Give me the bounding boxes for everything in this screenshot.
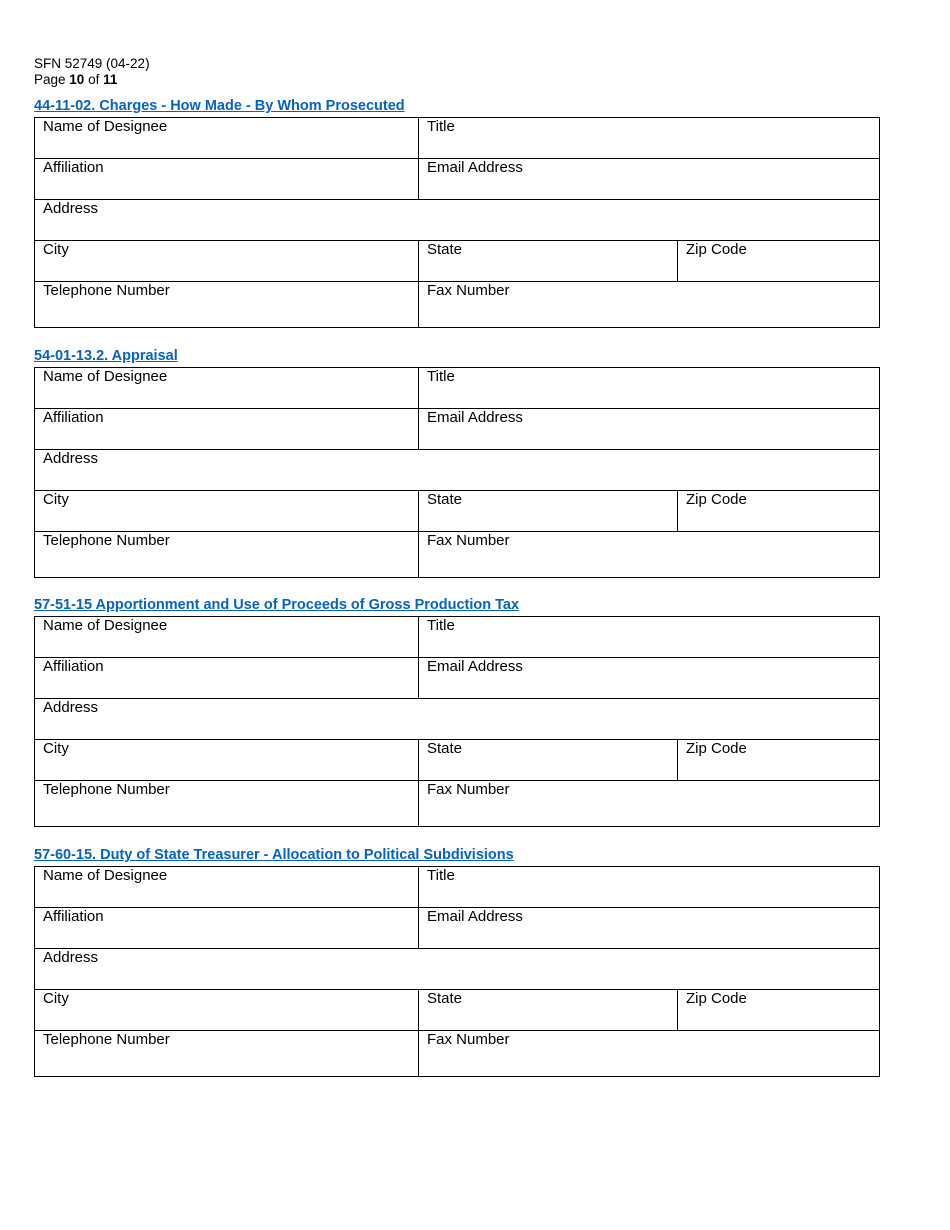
address-cell — [35, 949, 880, 990]
title-field[interactable] — [419, 136, 879, 156]
telephone-number-label: Telephone Number — [43, 532, 170, 549]
title-field[interactable] — [419, 885, 879, 905]
fax-number-field[interactable] — [419, 300, 879, 320]
fax-number-cell — [419, 532, 880, 578]
form-header — [34, 56, 150, 88]
title-cell — [419, 118, 880, 159]
name-of-designee-field[interactable] — [35, 885, 418, 905]
fax-number-field[interactable] — [419, 550, 879, 570]
zip-code-field[interactable] — [678, 1008, 879, 1028]
affiliation-cell — [35, 658, 419, 699]
telephone-number-field[interactable] — [35, 550, 418, 570]
title-label: Title — [427, 368, 455, 385]
designee-table — [34, 866, 880, 1077]
state-field[interactable] — [419, 509, 677, 529]
title-field[interactable] — [419, 386, 879, 406]
affiliation-label: Affiliation — [43, 908, 104, 925]
zip-code-label: Zip Code — [686, 241, 747, 258]
state-field[interactable] — [419, 259, 677, 279]
telephone-number-cell — [35, 1031, 419, 1077]
designee-section-gross-production-tax — [34, 596, 879, 827]
fax-number-label: Fax Number — [427, 1031, 510, 1048]
state-field[interactable] — [419, 758, 677, 778]
telephone-number-label: Telephone Number — [43, 1031, 170, 1048]
fax-number-cell — [419, 282, 880, 328]
name-of-designee-cell — [35, 368, 419, 409]
section-heading-link[interactable]: 44-11-02. Charges - How Made - By Whom Prosecuted — [34, 98, 405, 114]
section-heading-link[interactable]: 57-51-15 Apportionment and Use of Proceeds of Gross Production Tax — [34, 597, 520, 613]
address-field[interactable] — [35, 717, 879, 737]
name-of-designee-field[interactable] — [35, 635, 418, 655]
telephone-number-cell — [35, 282, 419, 328]
telephone-number-field[interactable] — [35, 300, 418, 320]
address-cell — [35, 200, 880, 241]
state-cell — [419, 241, 678, 282]
email-address-label: Email Address — [427, 908, 523, 925]
state-label: State — [427, 740, 463, 757]
state-label: State — [427, 241, 463, 258]
affiliation-field[interactable] — [35, 177, 418, 197]
name-of-designee-cell — [35, 617, 419, 658]
address-cell — [35, 699, 880, 740]
fax-number-label: Fax Number — [427, 781, 510, 798]
fax-number-label: Fax Number — [427, 532, 510, 549]
form-id: SFN 52749 (04-22) — [34, 56, 150, 71]
fax-number-label: Fax Number — [427, 282, 510, 299]
zip-code-label: Zip Code — [686, 990, 747, 1007]
zip-code-cell — [678, 990, 880, 1031]
email-address-label: Email Address — [427, 159, 523, 176]
address-label: Address — [43, 699, 99, 716]
affiliation-field[interactable] — [35, 427, 418, 447]
city-cell — [35, 241, 419, 282]
email-address-label: Email Address — [427, 409, 523, 426]
title-field[interactable] — [419, 635, 879, 655]
state-cell — [419, 990, 678, 1031]
fax-number-cell — [419, 1031, 880, 1077]
name-of-designee-cell — [35, 867, 419, 908]
zip-code-field[interactable] — [678, 509, 879, 529]
state-cell — [419, 740, 678, 781]
affiliation-cell — [35, 409, 419, 450]
name-of-designee-field[interactable] — [35, 386, 418, 406]
designee-table — [34, 367, 880, 578]
zip-code-label: Zip Code — [686, 740, 747, 757]
email-address-field[interactable] — [419, 427, 879, 447]
designee-table — [34, 616, 880, 827]
city-label: City — [43, 740, 69, 757]
email-address-cell — [419, 159, 880, 200]
address-label: Address — [43, 949, 99, 966]
telephone-number-field[interactable] — [35, 799, 418, 819]
city-field[interactable] — [35, 758, 418, 778]
designee-section-state-treasurer — [34, 846, 879, 1077]
state-label: State — [427, 990, 463, 1007]
zip-code-label: Zip Code — [686, 491, 747, 508]
affiliation-cell — [35, 159, 419, 200]
title-label: Title — [427, 617, 455, 634]
designee-section-appraisal — [34, 347, 879, 578]
designee-section-charges — [34, 97, 879, 328]
city-cell — [35, 740, 419, 781]
page-prefix: Page — [34, 72, 70, 87]
telephone-number-cell — [35, 532, 419, 578]
city-field[interactable] — [35, 259, 418, 279]
zip-code-cell — [678, 491, 880, 532]
zip-code-field[interactable] — [678, 758, 879, 778]
name-of-designee-cell — [35, 118, 419, 159]
city-cell — [35, 491, 419, 532]
name-of-designee-label: Name of Designee — [43, 118, 168, 135]
affiliation-label: Affiliation — [43, 159, 104, 176]
page-number — [34, 72, 150, 88]
page-current: 10 — [69, 72, 85, 87]
email-address-field[interactable] — [419, 177, 879, 197]
title-cell — [419, 368, 880, 409]
name-of-designee-label: Name of Designee — [43, 617, 168, 634]
city-label: City — [43, 491, 69, 508]
title-label: Title — [427, 118, 455, 135]
zip-code-field[interactable] — [678, 259, 879, 279]
title-label: Title — [427, 867, 455, 884]
section-heading-link[interactable]: 54-01-13.2. Appraisal — [34, 348, 178, 364]
city-field[interactable] — [35, 509, 418, 529]
email-address-field[interactable] — [419, 676, 879, 696]
telephone-number-cell — [35, 781, 419, 827]
address-label: Address — [43, 200, 99, 217]
zip-code-cell — [678, 740, 880, 781]
fax-number-field[interactable] — [419, 799, 879, 819]
state-cell — [419, 491, 678, 532]
affiliation-field[interactable] — [35, 676, 418, 696]
telephone-number-label: Telephone Number — [43, 781, 170, 798]
city-cell — [35, 990, 419, 1031]
address-field[interactable] — [35, 218, 879, 238]
title-cell — [419, 617, 880, 658]
city-label: City — [43, 990, 69, 1007]
designee-table — [34, 117, 880, 328]
email-address-field[interactable] — [419, 926, 879, 946]
page-total: 11 — [103, 72, 118, 87]
title-cell — [419, 867, 880, 908]
fax-number-cell — [419, 781, 880, 827]
name-of-designee-field[interactable] — [35, 136, 418, 156]
telephone-number-field[interactable] — [35, 1049, 418, 1069]
email-address-cell — [419, 908, 880, 949]
city-label: City — [43, 241, 69, 258]
email-address-cell — [419, 409, 880, 450]
affiliation-label: Affiliation — [43, 658, 104, 675]
address-cell — [35, 450, 880, 491]
state-label: State — [427, 491, 463, 508]
address-field[interactable] — [35, 967, 879, 987]
section-heading-link[interactable]: 57-60-15. Duty of State Treasurer - Allocation to Political Subdivisions — [34, 847, 514, 863]
affiliation-label: Affiliation — [43, 409, 104, 426]
address-field[interactable] — [35, 468, 879, 488]
fax-number-field[interactable] — [419, 1049, 879, 1069]
affiliation-cell — [35, 908, 419, 949]
page-of: of — [84, 72, 104, 87]
zip-code-cell — [678, 241, 880, 282]
affiliation-field[interactable] — [35, 926, 418, 946]
email-address-cell — [419, 658, 880, 699]
state-field[interactable] — [419, 1008, 677, 1028]
name-of-designee-label: Name of Designee — [43, 867, 168, 884]
email-address-label: Email Address — [427, 658, 523, 675]
address-label: Address — [43, 450, 99, 467]
telephone-number-label: Telephone Number — [43, 282, 170, 299]
name-of-designee-label: Name of Designee — [43, 368, 168, 385]
city-field[interactable] — [35, 1008, 418, 1028]
